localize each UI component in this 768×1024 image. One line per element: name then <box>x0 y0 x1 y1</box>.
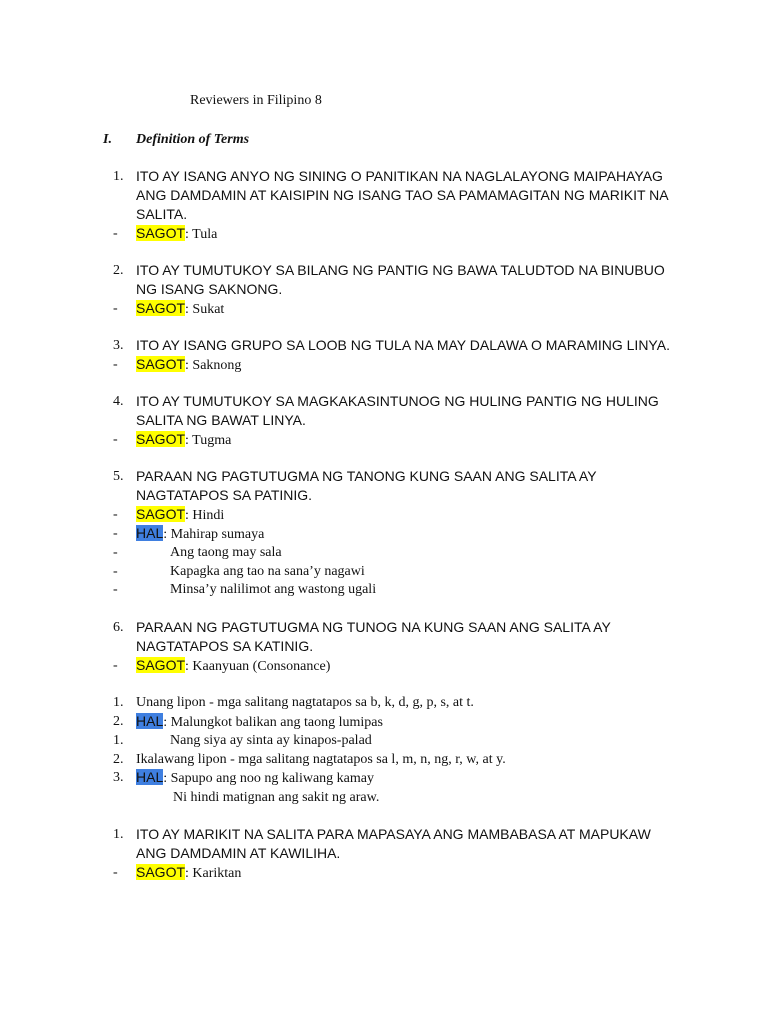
example-text: Kapagka ang tao na sana’y nagawi <box>170 564 365 579</box>
question-text: ANG DAMDAMIN AT KAWILIHA. <box>136 845 341 861</box>
page-title: Reviewers in Filipino 8 <box>190 93 322 108</box>
sagot-label: SAGOT <box>136 300 186 316</box>
question-text: PARAAN NG PAGTUTUGMA NG TANONG KUNG SAAN ANG SALITA AY <box>136 468 597 484</box>
item-number: 3. <box>113 770 124 785</box>
question-text: ITO AY ISANG ANYO NG SINING O PANITIKAN NA NAGLALAYONG MAIPAHAYAG <box>136 168 663 184</box>
example-text: Ang taong may sala <box>170 545 282 560</box>
item-number: 2. <box>113 714 124 729</box>
list-text: Unang lipon - mga salitang nagtatapos sa b, k, d, g, p, s, at t. <box>136 695 474 710</box>
example-line <box>136 768 374 788</box>
answer-line <box>136 355 241 375</box>
dash-bullet: - <box>113 226 118 241</box>
hal-label: HAL <box>136 713 164 729</box>
sagot-label: SAGOT <box>136 657 186 673</box>
sagot-label: SAGOT <box>136 356 186 372</box>
example-text: : Mahirap sumaya <box>163 527 265 542</box>
question-text: ITO AY TUMUTUKOY SA BILANG NG PANTIG NG BAWA TALUDTOD NA BINUBUO <box>136 262 665 278</box>
sagot-label: SAGOT <box>136 225 186 241</box>
question-text: PARAAN NG PAGTUTUGMA NG TUNOG NA KUNG SAAN ANG SALITA AY <box>136 619 611 635</box>
item-number: 1. <box>113 169 124 184</box>
question-text: NG ISANG SAKNONG. <box>136 281 283 297</box>
answer-text: : Kariktan <box>185 866 242 881</box>
question-text: ITO AY MARIKIT NA SALITA PARA MAPASAYA ANG MAMBABASA AT MAPUKAW <box>136 826 651 842</box>
section-number: I. <box>103 132 112 147</box>
answer-line <box>136 863 241 883</box>
item-number: 1. <box>113 827 124 842</box>
dash-bullet: - <box>113 507 118 522</box>
hal-label: HAL <box>136 525 164 541</box>
list-text: Ikalawang lipon - mga salitang nagtatapos sa l, m, n, ng, r, w, at y. <box>136 752 506 767</box>
item-number: 1. <box>113 695 124 710</box>
answer-line <box>136 299 224 319</box>
dash-bullet: - <box>113 357 118 372</box>
example-text: : Sapupo ang noo ng kaliwang kamay <box>163 771 374 786</box>
example-line <box>136 524 264 544</box>
item-number: 6. <box>113 620 124 635</box>
hal-label: HAL <box>136 769 164 785</box>
example-text: Nang siya ay sinta ay kinapos-palad <box>170 733 372 748</box>
section-title: Definition of Terms <box>136 132 250 147</box>
answer-line <box>136 430 231 450</box>
dash-bullet: - <box>113 658 118 673</box>
sagot-label: SAGOT <box>136 431 186 447</box>
answer-text: : Tugma <box>185 433 232 448</box>
dash-bullet: - <box>113 865 118 880</box>
question-text: SALITA. <box>136 206 188 222</box>
question-text: NAGTATAPOS SA KATINIG. <box>136 638 314 654</box>
answer-line <box>136 224 217 244</box>
example-line <box>136 712 383 732</box>
dash-bullet: - <box>113 545 118 560</box>
item-number: 2. <box>113 752 124 767</box>
answer-text: : Hindi <box>185 508 225 523</box>
answer-text: : Saknong <box>185 358 242 373</box>
question-text: ITO AY TUMUTUKOY SA MAGKAKASINTUNOG NG HULING PANTIG NG HULING <box>136 393 659 409</box>
answer-line <box>136 505 224 525</box>
dash-bullet: - <box>113 526 118 541</box>
question-text: NAGTATAPOS SA PATINIG. <box>136 487 313 503</box>
item-number: 5. <box>113 469 124 484</box>
question-text: ITO AY ISANG GRUPO SA LOOB NG TULA NA MAY DALAWA O MARAMING LINYA. <box>136 337 670 353</box>
answer-text: : Tula <box>185 227 218 242</box>
question-text: SALITA NG BAWAT LINYA. <box>136 412 306 428</box>
dash-bullet: - <box>113 582 118 597</box>
example-text: Ni hindi matignan ang sakit ng araw. <box>173 790 380 805</box>
dash-bullet: - <box>113 301 118 316</box>
item-number: 1. <box>113 733 124 748</box>
item-number: 3. <box>113 338 124 353</box>
dash-bullet: - <box>113 564 118 579</box>
dash-bullet: - <box>113 432 118 447</box>
question-text: ANG DAMDAMIN AT KAISIPIN NG ISANG TAO SA PAMAMAGITAN NG MARIKIT NA <box>136 187 669 203</box>
example-text: Minsa’y nalilimot ang wastong ugali <box>170 582 377 597</box>
sagot-label: SAGOT <box>136 864 186 880</box>
answer-line <box>136 656 330 676</box>
item-number: 2. <box>113 263 124 278</box>
answer-text: : Sukat <box>185 302 225 317</box>
item-number: 4. <box>113 394 124 409</box>
answer-text: : Kaanyuan (Consonance) <box>185 659 331 674</box>
example-text: : Malungkot balikan ang taong lumipas <box>163 715 383 730</box>
sagot-label: SAGOT <box>136 506 186 522</box>
